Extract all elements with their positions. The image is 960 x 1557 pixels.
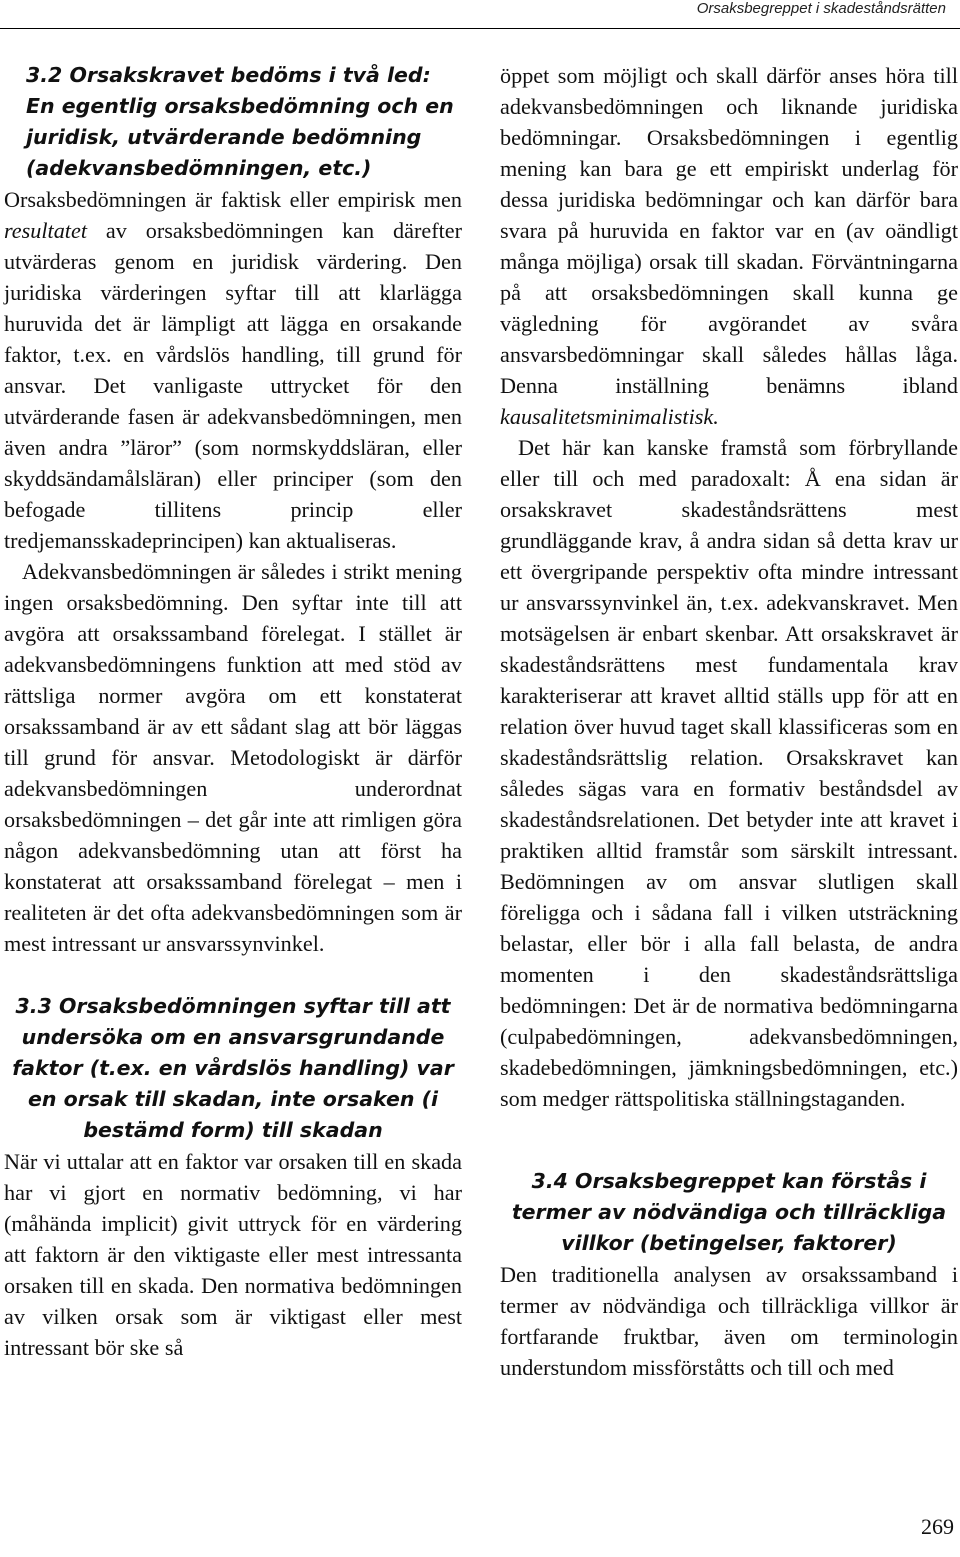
running-head: Orsaksbegreppet i skadeståndsrätten	[696, 0, 946, 17]
left-paragraph-3: När vi uttalar att en faktor var orsaken till en skada har vi gjort en normativ bedömning, vi har (måhända implicit) givit uttryck för en värdering att faktorn är den viktigaste eller mest intressanta orsaken till en skada. Den normativa bedömningen av vilken orsak som är viktigast eller mest intressant bör ske så	[4, 1149, 462, 1360]
right-column	[500, 60, 958, 1383]
left-p1-start: Orsaksbedömningen är faktisk eller empirisk men	[4, 187, 462, 212]
left-p1-emphasis: resultatet	[4, 218, 87, 243]
right-paragraph-3: Den traditionella analysen av orsakssamband i termer av nödvändiga och tillräckliga villkor är fortfarande fruktbar, även om terminologin understundom missförståtts och till och med	[500, 1262, 958, 1380]
heading-3-4: 3.4 Orsaksbegreppet kan förstås i termer av nödvändiga och tillräckliga villkor (betingelser, faktorer)	[511, 1169, 947, 1255]
right-paragraph-1	[500, 60, 958, 432]
left-paragraph-1	[4, 184, 462, 556]
left-p1-end: av orsaksbedömningen kan därefter utvärderas genom en juridisk värdering. Den juridiska värderingen syftar till att klarlägga huruvida det är lämpligt att lägga en orsakande faktor, t.ex. en vårdslös handling, till grund för ansvar. Det vanligaste uttrycket för den utvärderande fasen är adekvansbedömningen, men även andra ”läror” (som normskyddsläran, eller skyddsändamålsläran) eller principer (som den befogade tillitens princip eller tredjemansskadeprincipen) kan aktualiseras.	[4, 218, 462, 553]
right-p1-emphasis: kausalitetsminimalistisk.	[500, 404, 719, 429]
right-paragraph-2: Det här kan kanske framstå som förbryllande eller till och med paradoxalt: Å ena sidan är orsakskravet skadeståndsrättens mest grundläggande krav, å andra sidan så detta krav ur ett övergripande perspektiv ofta mindre intressant ur ansvarssynvinkel än, t.ex. adekvanskravet. Men motsägelsen är enbart skenbar. Att orsakskravet är skadeståndsrättens mest fundamentala krav karakteriserar att kravet alltid ställs upp för att en relation över huvud taget skall klassificeras som en skadeståndsrättslig relation. Orsakskravet kan således sägas vara en formativ beståndsdel av skadeståndsrelationen. Det betyder inte att kravet i praktiken alltid framstår som särskilt intressant. Bedömningen av om ansvar slutligen skall föreligga och i sådana fall i vilken utsträckning belastar, eller bör i alla fall belasta, de andra momenten i den skadeståndsrättsliga bedömningen: Det är de normativa bedömningarna (culpabedömningen, adekvansbedömningen, skadebedömningen, jämkningsbedömningen, etc.) som medger rättspolitiska ställningstaganden.	[500, 435, 958, 1111]
page-number: 269	[921, 1514, 954, 1539]
heading-3-3: 3.3 Orsaksbedömningen syftar till att undersöka om en ansvarsgrundande faktor (t.ex. en vårdslös handling) var en orsak till skadan, inte orsaken (i bestämd form) till skadan	[12, 994, 454, 1142]
left-column	[4, 60, 462, 1363]
right-p1-start: öppet som möjligt och skall därför anses höra till adekvansbedömningen och liknande juridiska bedömningar. Orsaksbedömningen i egentlig mening kan bara ge ett empiriskt underlag för dessa juridiska bedömningar och kan därför bara svara på huruvida en faktor var en (av oändligt många möjliga) orsak till skadan. Förväntningarna på att orsaksbedömningen skall kunna ge vägledning för avgörandet av svåra ansvarsbedömningar skall således hållas låga. Denna inställning benämns ibland	[500, 63, 958, 398]
left-paragraph-2: Adekvansbedömningen är således i strikt mening ingen orsaksbedömning. Den syftar inte till att avgöra att orsakssamband förelegat. I stället är adekvansbedömningens funktion att med stöd av rättsliga normer avgöra om ett konstaterat orsakssamband är av ett sådant slag att bör läggas till grund för ansvar. Metodologiskt är därför adekvansbedömningen underordnat orsaksbedömningen – det går inte att rimligen göra någon adekvansbedömning utan att först ha konstaterat att orsakssamband förelegat – men i realiteten är det ofta adekvansbedömningen som är mest intressant ur ansvarssynvinkel.	[4, 559, 462, 956]
header-rule	[0, 28, 960, 29]
heading-3-2: 3.2 Orsakskravet bedöms i två led: En egentlig orsaksbedömning och en juridisk, utvärderande bedömning (adekvansbedömningen, etc.)	[26, 63, 454, 180]
